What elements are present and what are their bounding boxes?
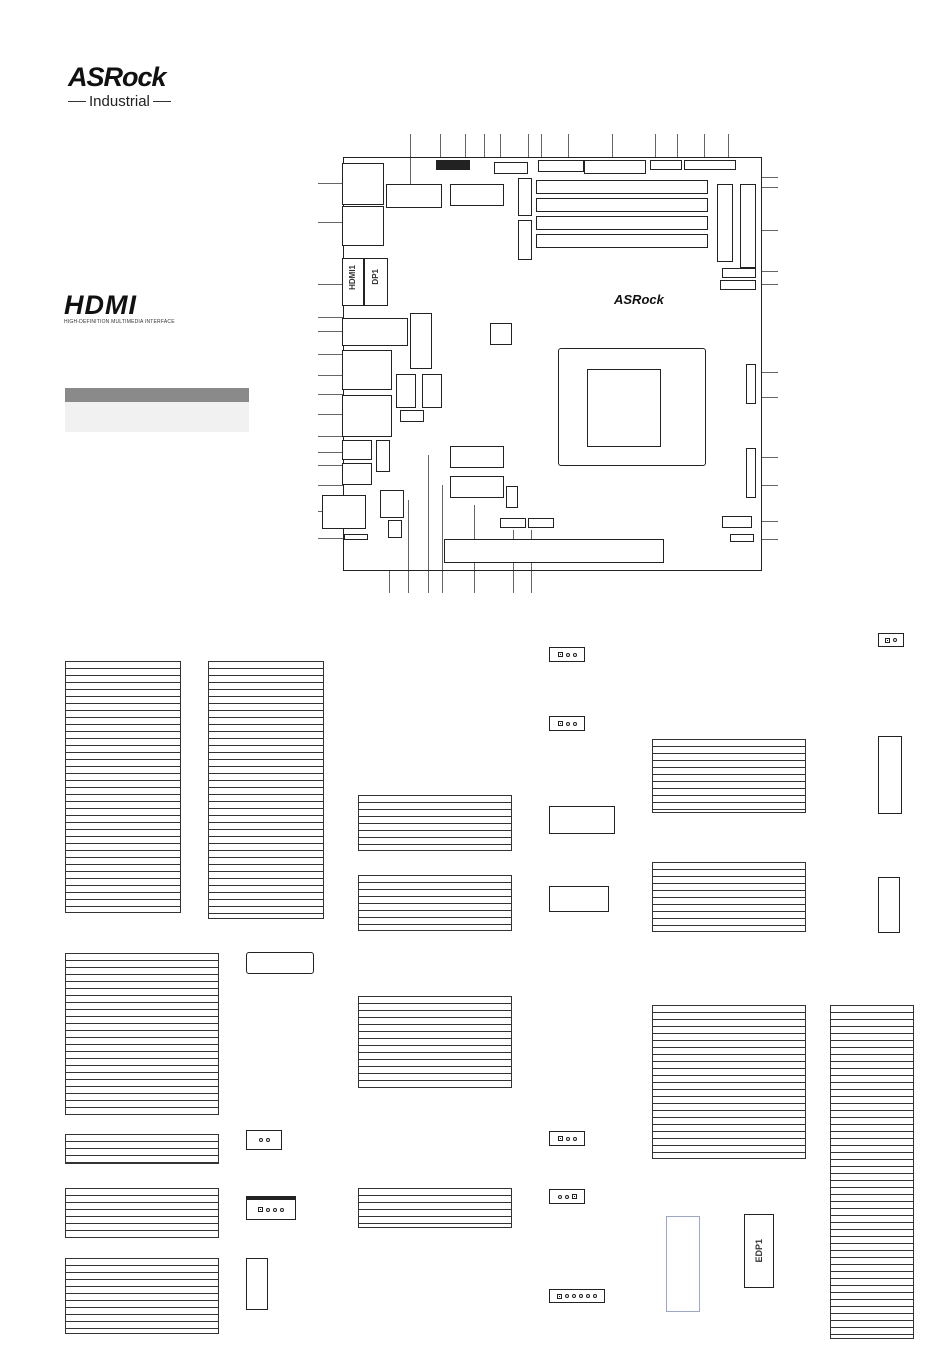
- sata-connector-icon: [246, 1258, 268, 1310]
- pin-table-grid: [65, 661, 181, 913]
- pin-header: [722, 268, 756, 278]
- pin-table-grid: [652, 1005, 806, 1159]
- callout-line: [318, 394, 343, 395]
- callout-line: [762, 177, 778, 178]
- pin-header: [410, 313, 432, 369]
- division-name: Industrial: [68, 93, 171, 110]
- callout-line: [677, 134, 678, 158]
- com-connector: [436, 160, 470, 170]
- board-brand-logo: ASRock: [614, 292, 664, 307]
- callout-line: [704, 134, 705, 158]
- pin-table-grid: [830, 1005, 914, 1339]
- pin-table-grid: [358, 1188, 512, 1228]
- pin-header: [720, 280, 756, 290]
- lvds-connector-icon: [666, 1216, 700, 1312]
- callout-line: [762, 271, 778, 272]
- callout-line: [318, 436, 343, 437]
- power-header-7pin-icon: [878, 736, 902, 814]
- memory-slot: [536, 198, 708, 212]
- callout-line: [568, 134, 569, 158]
- callout-line: [762, 539, 778, 540]
- mini-pcie-slot: [450, 476, 504, 498]
- callout-line: [728, 134, 729, 158]
- asrock-industrial-logo: [68, 62, 171, 110]
- pin-table-grid: [358, 875, 512, 931]
- rear-io-port: [342, 318, 408, 346]
- mini-pcie-slot: [450, 446, 504, 468]
- brand-name: ASRock: [68, 62, 166, 92]
- callout-line: [318, 331, 343, 332]
- pin-header: [500, 518, 526, 528]
- pin-header: [396, 374, 416, 408]
- memory-slot: [536, 180, 708, 194]
- hdmi-tagline: HIGH-DEFINITION MULTIMEDIA INTERFACE: [64, 319, 175, 325]
- pin-header: [506, 486, 518, 508]
- callout-line: [318, 375, 343, 376]
- cpu-socket: [558, 348, 706, 466]
- edp1-label: EDP1: [754, 1239, 764, 1263]
- rear-io-port: [342, 206, 384, 246]
- callout-line: [762, 397, 778, 398]
- memory-slot: [536, 234, 708, 248]
- callout-line: [762, 284, 778, 285]
- jumper-3pin-icon: [549, 716, 585, 731]
- callout-line: [318, 452, 343, 453]
- displayport-port: [364, 258, 388, 306]
- callout-line: [318, 485, 343, 486]
- sata-port: [518, 220, 532, 260]
- pin-header: [400, 410, 424, 422]
- memory-slot: [536, 216, 708, 230]
- pin-table-grid: [65, 1258, 219, 1334]
- pin-table-grid: [358, 996, 512, 1088]
- callout-line: [762, 521, 778, 522]
- edp-connector-icon: [246, 952, 314, 974]
- callout-line: [762, 457, 778, 458]
- vga-header: [386, 184, 442, 208]
- pin-table-grid: [65, 1134, 219, 1164]
- dc-jack: [322, 495, 366, 529]
- jumper-3pin-icon: [549, 1131, 585, 1146]
- hdmi-port-label: HDMI1: [348, 265, 357, 290]
- pin-table-grid: [652, 739, 806, 813]
- callout-line: [318, 414, 343, 415]
- pin-header-9pin-icon: [549, 886, 609, 912]
- jumper-2pin-icon: [878, 633, 904, 647]
- pin-header: [376, 440, 390, 472]
- power-header-4pin-icon: [878, 877, 900, 933]
- pin-header-10pin-icon: [549, 806, 615, 834]
- callout-line: [318, 538, 343, 539]
- jumper-3pin-icon: [549, 1189, 585, 1204]
- pin-header: [650, 160, 682, 170]
- pin-header: [730, 534, 754, 542]
- dp-port-label: DP1: [371, 269, 380, 285]
- callout-line: [655, 134, 656, 158]
- fan-connector-icon: [246, 1196, 296, 1220]
- callout-line: [440, 134, 441, 158]
- callout-line: [528, 134, 529, 158]
- callout-line: [500, 134, 501, 158]
- callout-line: [318, 317, 343, 318]
- audio-jack: [342, 463, 372, 485]
- pin-header: [746, 448, 756, 498]
- rear-io-port: [342, 163, 384, 205]
- pin-table-grid: [358, 795, 512, 851]
- pin-table-grid: [65, 953, 219, 1115]
- pin-table-grid: [652, 862, 806, 932]
- atx-power: [380, 490, 404, 518]
- hdmi-port: [342, 258, 364, 306]
- usb-header: [538, 160, 584, 172]
- hdmi-mark: HDMI: [64, 290, 137, 320]
- front-panel-header: [584, 160, 646, 174]
- chipset: [490, 323, 512, 345]
- power-connector: [740, 184, 756, 268]
- pin-header-6pin-icon: [549, 1289, 605, 1303]
- jumper-3pin-icon: [549, 647, 585, 662]
- pin-header: [746, 364, 756, 404]
- callout-line: [762, 485, 778, 486]
- callout-line: [762, 372, 778, 373]
- chip-block: [450, 184, 504, 206]
- power-connector: [717, 184, 733, 262]
- pin-header: [684, 160, 736, 170]
- pcie-slot: [444, 539, 664, 563]
- pin-table-grid: [65, 1188, 219, 1238]
- callout-line: [318, 284, 343, 285]
- callout-line: [318, 183, 343, 184]
- callout-line: [541, 134, 542, 158]
- callout-line: [484, 134, 485, 158]
- fan-header: [494, 162, 528, 174]
- sata-port: [518, 178, 532, 216]
- lan-port: [342, 350, 392, 390]
- pin-header: [722, 516, 752, 528]
- pin-header: [388, 520, 402, 538]
- callout-line: [762, 230, 778, 231]
- callout-line: [318, 354, 343, 355]
- callout-line: [389, 571, 390, 593]
- cpu-socket-core: [587, 369, 661, 447]
- lan-port: [342, 395, 392, 437]
- pin-table-grid: [208, 661, 324, 919]
- pin-header: [344, 534, 368, 540]
- hdmi-logo: [64, 292, 175, 325]
- callout-line: [612, 134, 613, 158]
- gray-header-bar: [65, 388, 249, 402]
- callout-line: [762, 187, 778, 188]
- edp1-connector-icon: [744, 1214, 774, 1288]
- callout-line: [318, 465, 343, 466]
- pin-header: [422, 374, 442, 408]
- gray-panel: [65, 402, 249, 432]
- power-connector-icon: [246, 1130, 282, 1150]
- motherboard-layout: [343, 157, 762, 571]
- callout-line: [318, 222, 343, 223]
- callout-line: [465, 134, 466, 158]
- pin-header: [528, 518, 554, 528]
- audio-jack: [342, 440, 372, 460]
